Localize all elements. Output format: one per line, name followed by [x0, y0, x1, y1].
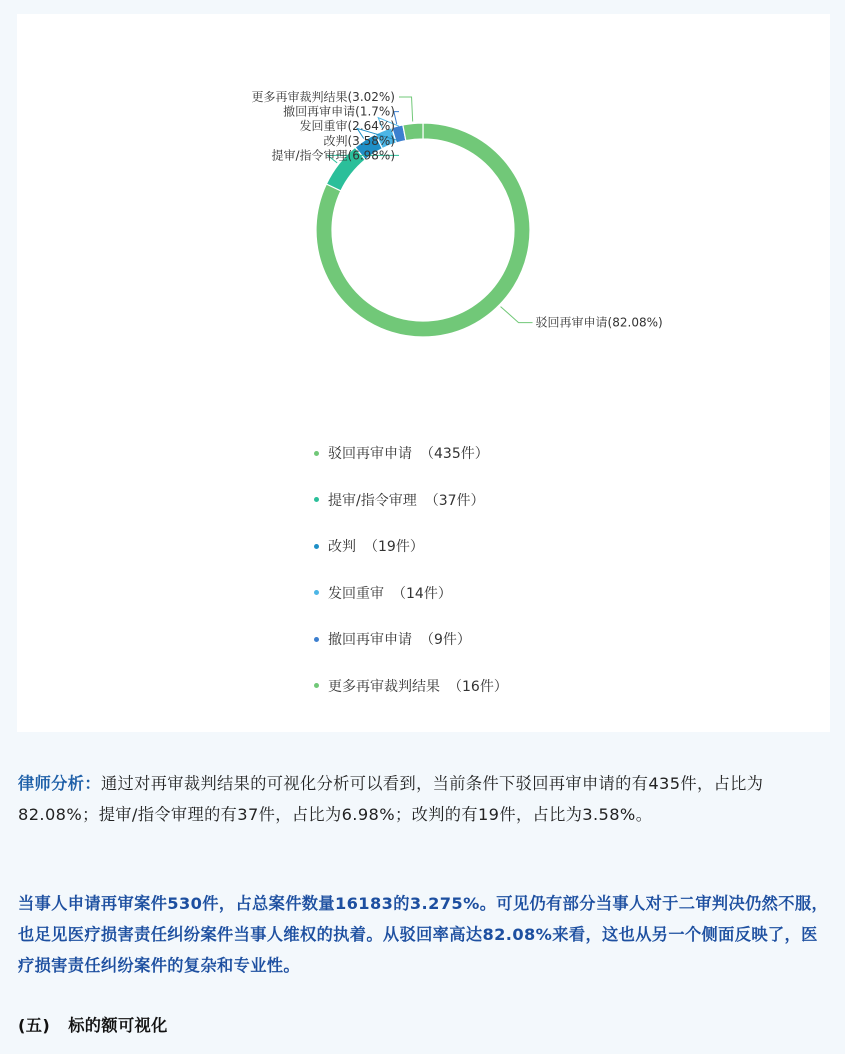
legend-count: （435件）	[420, 446, 489, 463]
legend-dot	[314, 451, 319, 456]
section-number: (五)	[18, 1016, 51, 1035]
section-title: 标的额可视化	[68, 1016, 168, 1035]
donut-chart	[17, 14, 830, 414]
analysis-lead: 律师分析：	[18, 774, 101, 793]
legend-dot	[314, 683, 319, 688]
slice-label: 驳回再审申请(82.08%)	[535, 315, 663, 330]
section-heading	[18, 1010, 832, 1041]
legend-dot	[314, 544, 319, 549]
analysis-body: 通过对再审裁判结果的可视化分析可以看到，当前条件下驳回再审申请的有435件，占比为82.08%；提审/指令审理的有37件，占比为6.98%；改判的有19件，占比为3.58%。	[18, 774, 764, 824]
legend-item[interactable]	[314, 663, 508, 710]
slice-label: 提审/指令审理(6.98%)	[271, 148, 395, 163]
legend-item[interactable]	[314, 616, 508, 663]
legend-label: 更多再审裁判结果	[328, 678, 440, 695]
conclusion-paragraph: 当事人申请再审案件530件，占总案件数量16183的3.275%。可见仍有部分当事人对于二审判决仍然不服，也足见医疗损害责任纠纷案件当事人维权的执着。从驳回率高达82.08%来看，这也从另一个侧面反映了，医疗损害责任纠纷案件的复杂和专业性。	[18, 894, 829, 975]
legend-count: （9件）	[420, 632, 471, 649]
legend-dot	[314, 497, 319, 502]
label-leader-line	[501, 307, 533, 323]
legend-label: 提审/指令审理	[328, 492, 417, 509]
donut-slice[interactable]	[403, 123, 423, 141]
legend-dot	[314, 590, 319, 595]
slice-label: 改判(3.58%)	[323, 133, 395, 148]
legend-label: 撤回再审申请	[328, 632, 412, 649]
legend-count: （37件）	[424, 492, 485, 509]
legend-count: （16件）	[448, 678, 508, 695]
legend-label: 改判	[328, 539, 356, 556]
legend-count: （14件）	[392, 585, 452, 602]
legend-label: 发回重审	[328, 585, 384, 602]
legend-dot	[314, 637, 319, 642]
legend-label: 驳回再审申请	[328, 446, 412, 463]
slice-label: 更多再审裁判结果(3.02%)	[251, 90, 395, 104]
legend-item[interactable]	[314, 430, 508, 477]
legend-item[interactable]	[314, 570, 508, 617]
legend-count: （19件）	[364, 539, 424, 556]
legend-item[interactable]	[314, 523, 508, 570]
lawyer-analysis	[18, 768, 832, 830]
slice-label: 撤回再审申请(1.7%)	[283, 104, 395, 119]
label-leader-line	[399, 97, 413, 121]
legend-item[interactable]	[314, 477, 508, 524]
chart-card	[17, 14, 830, 732]
slice-label: 发回重审(2.64%)	[299, 119, 395, 134]
chart-legend	[314, 430, 508, 709]
